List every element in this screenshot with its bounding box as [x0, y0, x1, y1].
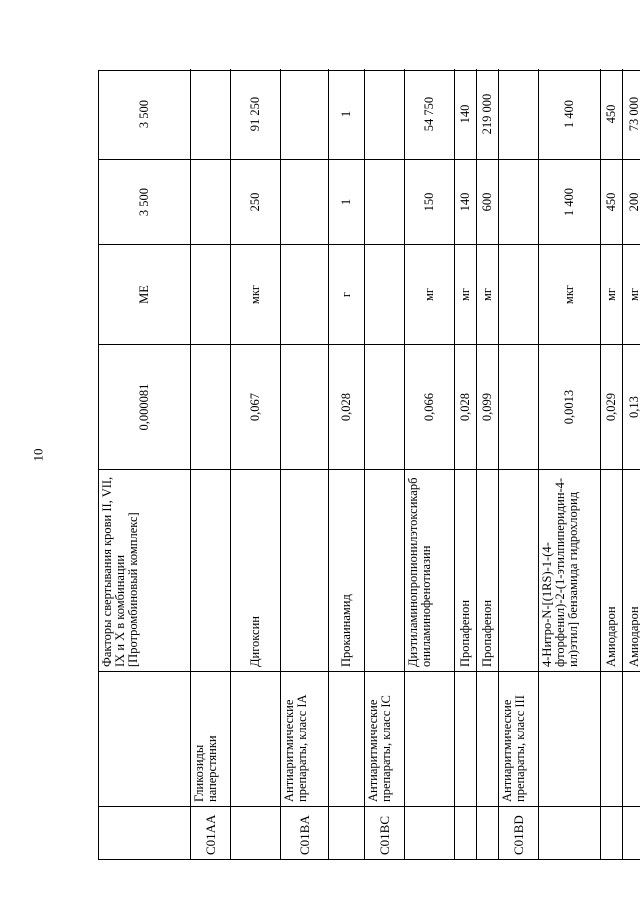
table-row: [231, 69, 281, 859]
dose-cell: 250: [231, 159, 280, 244]
unit-cell: [365, 244, 404, 344]
group-cell: [231, 671, 280, 806]
table-row: [499, 69, 539, 859]
dose-cell: 1: [329, 159, 364, 244]
group-cell: Гликозиды наперстянки: [191, 671, 230, 806]
unit-cell: [499, 244, 538, 344]
dose-cell: [281, 159, 328, 244]
code-cell: [539, 806, 600, 859]
group-cell: [455, 671, 476, 806]
unit-cell: мг: [601, 244, 622, 344]
total-cell: [191, 69, 230, 159]
group-cell: [477, 671, 498, 806]
table-row: [405, 69, 455, 859]
total-cell: 73 000: [626, 96, 640, 132]
total-cell: 1 400: [562, 99, 576, 129]
group-cell: Антиаритмические препараты, класс III: [499, 671, 538, 806]
code-cell: [623, 806, 640, 859]
group-cell: Антиаритмические препараты, класс IC: [365, 671, 404, 806]
ddd-cell: [499, 344, 538, 469]
table-row: [281, 69, 329, 859]
ddd-cell: 0,099: [477, 344, 498, 469]
ddd-cell: [191, 344, 230, 469]
unit-cell: мг: [405, 244, 454, 344]
ddd-cell: 0,028: [329, 344, 364, 469]
ddd-cell: [281, 344, 328, 469]
ddd-cell: 0,066: [405, 344, 454, 469]
unit-cell: г: [329, 244, 364, 344]
total-cell: 450: [604, 104, 618, 124]
drug-name-cell: [191, 469, 230, 671]
drug-name-cell: Пропафенон: [455, 469, 476, 671]
code-cell: [455, 806, 476, 859]
group-cell: [623, 671, 640, 806]
group-cell: Антиаритмические препараты, класс IA: [281, 671, 328, 806]
group-cell: [99, 671, 190, 806]
dose-cell: 200: [623, 159, 640, 244]
code-cell: C01BC: [365, 806, 404, 859]
code-cell: [329, 806, 364, 859]
unit-cell: мкг: [231, 244, 280, 344]
unit-cell: мг: [477, 244, 498, 344]
total-cell: 140: [458, 104, 472, 124]
dose-cell: 140: [455, 159, 476, 244]
ddd-cell: 0,028: [455, 344, 476, 469]
drug-name-cell: [365, 469, 404, 671]
dose-cell: 1 400: [539, 159, 600, 244]
total-cell: 1: [339, 110, 353, 118]
drug-name-cell: [281, 469, 328, 671]
code-cell: [601, 806, 622, 859]
total-cell: [365, 69, 404, 159]
code-cell: [231, 806, 280, 859]
table-row: [623, 69, 640, 859]
table-row: [191, 69, 231, 859]
drug-name-cell: Амиодарон: [623, 469, 640, 671]
dose-cell: [365, 159, 404, 244]
ddd-cell: 0,029: [601, 344, 622, 469]
total-cell: [499, 69, 538, 159]
dose-cell: [499, 159, 538, 244]
table-row: [455, 69, 477, 859]
drug-name-cell: [499, 469, 538, 671]
group-cell: [539, 671, 600, 806]
drug-name-cell: Факторы свертывания крови II, VII, IX и X в комбинации [Протромбиновый комплекс]: [99, 469, 190, 671]
code-cell: C01AA: [191, 806, 230, 859]
group-cell: [601, 671, 622, 806]
dose-cell: 3 500: [99, 159, 190, 244]
page-number: 10: [30, 448, 45, 462]
total-cell: [281, 69, 328, 159]
unit-cell: МЕ: [99, 244, 190, 344]
code-cell: [405, 806, 454, 859]
table-row: [329, 69, 365, 859]
drug-name-cell: Амиодарон: [601, 469, 622, 671]
drug-name-cell: Дигоксин: [231, 469, 280, 671]
drug-name-cell: Диэтиламинопропионилэтоксикарбониламинофенотиазин: [405, 469, 454, 671]
dose-cell: [191, 159, 230, 244]
ddd-cell: 0,13: [623, 344, 640, 469]
dose-cell: 450: [601, 159, 622, 244]
drug-name-cell: 4-Нитро-N-[(1RS)-1-(4-фторфенил)-2-(1-этилпиперидин-4-ил)этил] бензамида гидрохлорид: [539, 469, 600, 671]
unit-cell: [191, 244, 230, 344]
drug-name-cell: Прокаинамид: [329, 469, 364, 671]
ddd-cell: [365, 344, 404, 469]
total-cell: 219 000: [480, 93, 494, 135]
table-row: [99, 69, 191, 859]
dose-cell: 150: [405, 159, 454, 244]
drug-table: [98, 70, 640, 860]
ddd-cell: 0,0013: [539, 344, 600, 469]
total-cell: 54 750: [422, 96, 436, 132]
table-row: [365, 69, 405, 859]
group-cell: [329, 671, 364, 806]
unit-cell: мг: [623, 244, 640, 344]
group-cell: [405, 671, 454, 806]
total-cell: 3 500: [137, 99, 151, 129]
code-cell: [99, 806, 190, 859]
ddd-cell: 0,067: [231, 344, 280, 469]
table-row: [601, 69, 623, 859]
code-cell: [477, 806, 498, 859]
unit-cell: [281, 244, 328, 344]
unit-cell: мкг: [539, 244, 600, 344]
total-cell: 91 250: [248, 96, 262, 132]
table-row: [477, 69, 499, 859]
drug-name-cell: Пропафенон: [477, 469, 498, 671]
unit-cell: мг: [455, 244, 476, 344]
code-cell: C01BA: [281, 806, 328, 859]
ddd-cell: 0,000081: [99, 344, 190, 469]
table-row: [539, 69, 601, 859]
dose-cell: 600: [477, 159, 498, 244]
code-cell: C01BD: [499, 806, 538, 859]
